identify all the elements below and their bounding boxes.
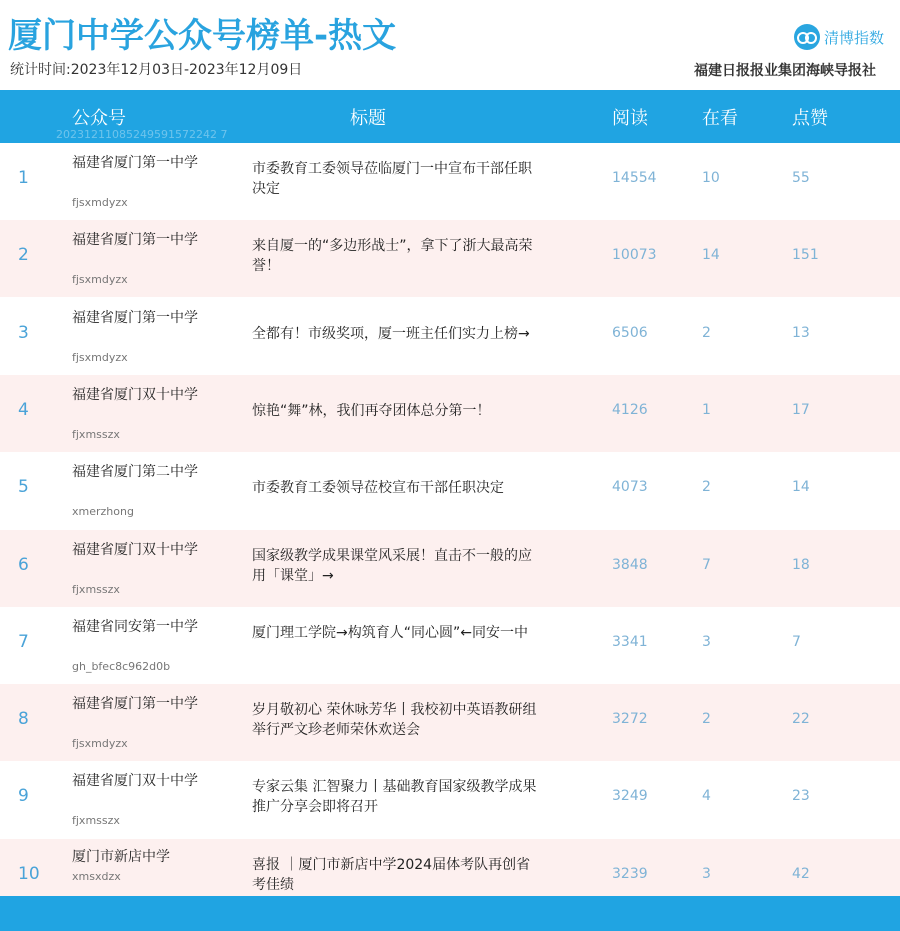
- read-count: 4126: [612, 401, 648, 418]
- account-id: fjxmsszx: [72, 814, 120, 828]
- read-count: 4073: [612, 479, 648, 496]
- account-id: fjsxmdyzx: [72, 350, 128, 364]
- table-row: [0, 761, 900, 838]
- table-row: [0, 220, 900, 297]
- account-name: 福建省厦门双十中学: [72, 773, 198, 790]
- column-header-reads: 阅读: [612, 108, 648, 129]
- watching-count: 3: [702, 865, 711, 882]
- like-count: 55: [792, 170, 810, 186]
- rank-number: 6: [18, 554, 29, 575]
- like-count: 17: [792, 401, 810, 418]
- watching-count: 14: [702, 247, 720, 264]
- rank-number: 5: [18, 477, 29, 498]
- table-row: [0, 375, 900, 452]
- watching-count: 4: [702, 788, 711, 805]
- column-header-title: 标题: [350, 108, 386, 129]
- like-count: 151: [792, 247, 819, 264]
- read-count: 3848: [612, 556, 648, 573]
- account-name: 福建省同安第一中学: [72, 618, 198, 635]
- read-count: 3239: [612, 865, 648, 882]
- watching-count: 7: [702, 556, 711, 573]
- read-count: 3272: [612, 711, 648, 728]
- account-id: fjxmsszx: [72, 582, 120, 596]
- table-row: [0, 607, 900, 684]
- like-count: 42: [792, 865, 810, 882]
- account-id: fjsxmdyzx: [72, 737, 128, 751]
- rank-number: 8: [18, 709, 29, 730]
- column-header-watching: 在看: [702, 108, 738, 129]
- period-label: 统计时间:2023年12月03日-2023年12月09日: [10, 62, 303, 78]
- article-title: 国家级教学成果课堂风采展！直击不一般的应用「课堂」→: [252, 547, 532, 584]
- account-id: fjsxmdyzx: [72, 273, 128, 287]
- read-count: 14554: [612, 170, 657, 186]
- article-title: 喜报 ｜厦门市新店中学2024届体考队再创省考佳绩: [252, 856, 531, 893]
- account-name: 福建省厦门第一中学: [72, 232, 198, 249]
- page-title: 厦门中学公众号榜单-热文: [8, 16, 397, 56]
- like-count: 13: [792, 324, 810, 341]
- qingbo-logo-icon: [794, 24, 820, 50]
- watching-count: 2: [702, 479, 711, 496]
- article-title: 全都有！市级奖项，厦一班主任们实力上榜→: [252, 325, 530, 342]
- read-count: 3249: [612, 788, 648, 805]
- rank-number: 2: [18, 245, 29, 266]
- footer-bar: [0, 896, 900, 931]
- article-title: 厦门理工学院→构筑育人“同心圆”←同安一中: [252, 624, 528, 641]
- account-id: xmerzhong: [72, 505, 134, 519]
- rank-number: 1: [18, 168, 29, 188]
- account-id: fjsxmdyzx: [72, 196, 128, 209]
- table-row: [0, 452, 900, 529]
- rank-number: 4: [18, 399, 29, 420]
- table-row: [0, 298, 900, 375]
- account-name: 福建省厦门双十中学: [72, 386, 198, 403]
- account-name: 福建省厦门第二中学: [72, 464, 198, 481]
- table-row: [0, 684, 900, 761]
- read-count: 10073: [612, 247, 657, 264]
- logo: [794, 24, 884, 50]
- account-id: fjxmsszx: [72, 427, 120, 441]
- article-title: 市委教育工委领导莅校宣布干部任职决定: [252, 480, 504, 497]
- publisher-label: 福建日报报业集团海峡导报社: [694, 63, 876, 79]
- account-name: 福建省厦门第一中学: [72, 309, 198, 326]
- like-count: 14: [792, 479, 810, 496]
- read-count: 3341: [612, 633, 648, 650]
- watching-count: 10: [702, 170, 720, 186]
- column-header-likes: 点赞: [792, 108, 828, 129]
- watching-count: 3: [702, 633, 711, 650]
- account-id: gh_bfec8c962d0b: [72, 659, 171, 673]
- article-title: 专家云集 汇智聚力丨基础教育国家级教学成果推广分享会即将召开: [252, 779, 537, 816]
- watermark-code: 20231211085249591572242 7: [56, 128, 228, 141]
- rank-number: 7: [18, 631, 29, 652]
- like-count: 23: [792, 788, 810, 805]
- article-title: 岁月敬初心 荣休咏芳华丨我校初中英语教研组举行严文珍老师荣休欢送会: [252, 702, 537, 739]
- rank-number: 9: [18, 786, 29, 807]
- like-count: 18: [792, 556, 810, 573]
- read-count: 6506: [612, 324, 648, 341]
- account-name: 福建省厦门第一中学: [72, 155, 198, 171]
- watching-count: 2: [702, 711, 711, 728]
- table-row: [0, 530, 900, 607]
- account-name: 福建省厦门第一中学: [72, 696, 198, 713]
- account-id: xmsxdzx: [72, 869, 121, 883]
- account-name: 厦门市新店中学: [72, 848, 170, 865]
- watching-count: 2: [702, 324, 711, 341]
- article-title: 市委教育工委领导莅临厦门一中宣布干部任职决定: [252, 161, 532, 197]
- rank-number: 3: [18, 322, 29, 343]
- rank-number: 10: [18, 863, 40, 884]
- column-header-account: 公众号: [72, 108, 126, 129]
- account-name: 福建省厦门双十中学: [72, 541, 198, 558]
- table-header: [0, 90, 900, 143]
- like-count: 7: [792, 633, 801, 650]
- watching-count: 1: [702, 401, 711, 418]
- table-row: [0, 143, 900, 220]
- logo-text: 清博指数: [824, 28, 885, 47]
- article-title: 来自厦一的“多边形战士”，拿下了浙大最高荣誉！: [252, 238, 533, 275]
- like-count: 22: [792, 711, 810, 728]
- article-title: 惊艳“舞”林，我们再夺团体总分第一！: [252, 402, 491, 419]
